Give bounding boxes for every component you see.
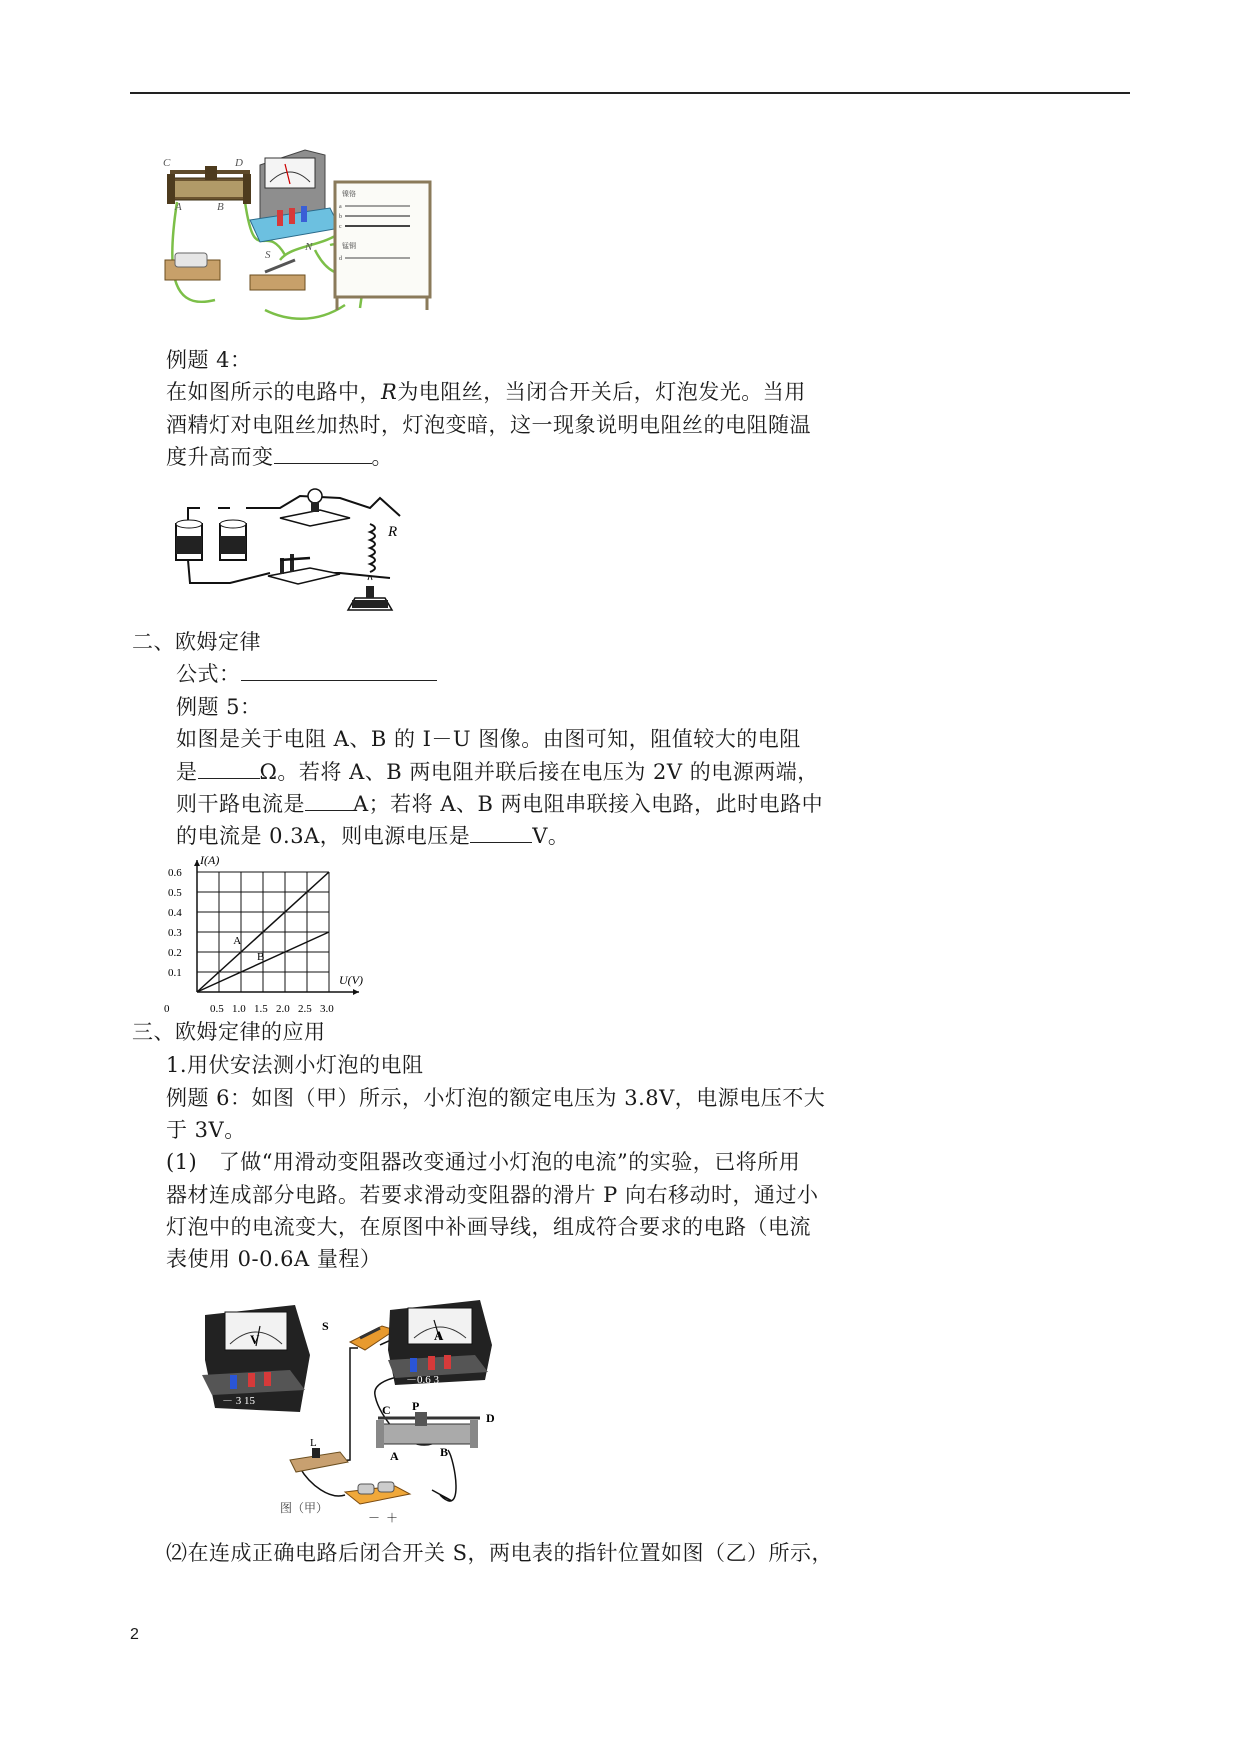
ex4-circuit-figure xyxy=(170,488,440,618)
header-rule xyxy=(130,92,1130,94)
q2-line: ⑵在连成正确电路后闭合开关 S，两电表的指针位置如图（乙）所示， xyxy=(166,1541,834,1565)
label-c: C xyxy=(382,1403,391,1417)
ex5-line3-a: 则干路电流是 xyxy=(176,792,305,816)
page-number: 2 xyxy=(130,1626,139,1643)
q1-line2: 器材连成部分电路。若要求滑动变阻器的滑片 P 向右移动时，通过小 xyxy=(166,1183,819,1207)
board-row-b: b xyxy=(339,214,342,220)
label-a: A xyxy=(175,201,182,213)
y-tick-label: 0.3 xyxy=(168,927,182,939)
battery-minus: － xyxy=(368,1511,381,1525)
circuit-label-r: R xyxy=(388,524,398,540)
battery-plus: ＋ xyxy=(386,1511,399,1525)
board-row-a: a xyxy=(339,204,342,210)
battery-cell xyxy=(176,520,202,560)
formula-row xyxy=(176,658,437,691)
y-axis-label: I(A) xyxy=(200,853,220,867)
ex4-line1-pre: 在如图所示的电路中， xyxy=(166,380,381,404)
switch xyxy=(250,260,305,290)
label-rheo-a: A xyxy=(390,1449,399,1463)
ammeter xyxy=(250,150,340,242)
series-label-a: A xyxy=(233,935,242,947)
ex5-line4-a: 的电流是 0.3A，则电源电压是 xyxy=(176,824,471,848)
vm-terminals: － 3 15 xyxy=(222,1395,255,1407)
ex5-line4 xyxy=(176,820,569,853)
ex4-line2: 酒精灯对电阻丝加热时，灯泡变暗，这一现象说明电阻丝的电阻随温 xyxy=(166,413,811,437)
ex4-var-r: R xyxy=(381,380,398,404)
label-d: D xyxy=(235,157,243,169)
chart-grid xyxy=(194,860,359,995)
ex4-title: 例题 4： xyxy=(166,348,252,372)
iu-chart xyxy=(160,853,390,1018)
q1-line3: 灯泡中的电流变大，在原图中补画导线，组成符合要求的电路（电流 xyxy=(166,1215,811,1239)
label-d: D xyxy=(486,1411,495,1425)
label-s: S xyxy=(265,249,271,261)
ex4-line3-pre: 度升高而变 xyxy=(166,445,274,469)
x-tick-label: 2.5 xyxy=(298,1003,312,1015)
label-l: L xyxy=(310,1437,317,1449)
switch xyxy=(268,554,340,584)
y-tick-label: 0.1 xyxy=(168,967,182,979)
ex5-line4-b: V。 xyxy=(532,824,570,848)
ex4-line1 xyxy=(166,376,806,409)
ex4-line3-post: 。 xyxy=(371,445,393,469)
label-c: C xyxy=(163,157,171,169)
battery xyxy=(345,1482,410,1504)
ex5-line2-a: 是 xyxy=(176,760,198,784)
ex4-line1-post: 为电阻丝，当闭合开关后，灯泡发光。当用 xyxy=(397,380,806,404)
ex5-line2-b: Ω。若将 A、B 两电阻并联后接在电压为 2V 的电源两端， xyxy=(259,760,819,784)
q1-line4: 表使用 0-0.6A 量程） xyxy=(166,1247,382,1271)
x-tick-label: 0.5 xyxy=(210,1003,224,1015)
rheostat xyxy=(167,166,251,204)
ex4-line3 xyxy=(166,441,393,474)
x-tick-label: 1.0 xyxy=(232,1003,246,1015)
board-row-d: d xyxy=(339,256,342,262)
alcohol-lamp xyxy=(348,576,392,610)
x-tick-label: 3.0 xyxy=(320,1003,334,1015)
label-s: S xyxy=(322,1319,329,1333)
board-row-c: c xyxy=(339,224,342,230)
x-tick-label: 1.5 xyxy=(254,1003,268,1015)
origin-label: 0 xyxy=(164,1003,170,1015)
am-terminals: －0.6 3 xyxy=(406,1374,439,1386)
x-axis-arrow xyxy=(353,989,359,995)
rheostat xyxy=(376,1412,480,1448)
ex5-line3 xyxy=(176,788,823,821)
series-label-b: B xyxy=(257,951,265,963)
label-b: B xyxy=(217,201,224,213)
ex4-answer-blank[interactable] xyxy=(274,443,372,464)
y-tick-label: 0.4 xyxy=(168,907,182,919)
ex6-line2: 于 3V。 xyxy=(166,1118,246,1142)
ex6-line1: 例题 6：如图（甲）所示，小灯泡的额定电压为 3.8V，电源电压不大 xyxy=(166,1086,826,1110)
am-label-a: A xyxy=(434,1328,444,1343)
resistor-coil xyxy=(370,524,375,572)
formula-blank[interactable] xyxy=(241,660,437,681)
ex5-line1: 如图是关于电阻 A、B 的 I－U 图像。由图可知，阻值较大的电阻 xyxy=(176,727,801,751)
formula-label: 公式： xyxy=(176,662,241,686)
ex5-line3-b: A；若将 A、B 两电阻串联接入电路，此时电路中 xyxy=(353,792,824,816)
ex5-blank-voltage[interactable] xyxy=(470,822,532,843)
x-axis-label: U(V) xyxy=(339,973,363,987)
sec2-heading: 二、欧姆定律 xyxy=(132,630,261,654)
sec3-sub1: 1.用伏安法测小灯泡的电阻 xyxy=(166,1053,424,1077)
battery-cell xyxy=(220,520,246,560)
sec3-heading: 三、欧姆定律的应用 xyxy=(132,1020,326,1044)
y-tick-label: 0.5 xyxy=(168,887,182,899)
q1-line1: (1) 了做“用滑动变阻器改变通过小灯泡的电流”的实验，已将所用 xyxy=(166,1150,801,1174)
label-p: P xyxy=(412,1399,420,1413)
y-tick-label: 0.6 xyxy=(168,867,182,879)
vm-label-v: V xyxy=(250,1332,260,1347)
label-n: N xyxy=(305,241,313,253)
board-group2-title: 锰铜 xyxy=(342,242,356,250)
voltmeter xyxy=(202,1305,310,1412)
x-tick-label: 2.0 xyxy=(276,1003,290,1015)
figure-jia xyxy=(200,1300,550,1525)
board-group1-title: 镍铬 xyxy=(342,190,356,198)
lamp-board xyxy=(290,1448,348,1472)
ex5-blank-current[interactable] xyxy=(305,790,353,811)
label-rheo-b: B xyxy=(440,1445,449,1459)
ex5-blank-resistance[interactable] xyxy=(198,758,260,779)
figure-caption: 图（甲） xyxy=(280,1501,329,1515)
ex5-title: 例题 5： xyxy=(176,695,262,719)
y-tick-label: 0.2 xyxy=(168,947,182,959)
lamp xyxy=(280,489,350,526)
ex5-line2 xyxy=(176,756,819,789)
apparatus-figure xyxy=(165,150,485,335)
